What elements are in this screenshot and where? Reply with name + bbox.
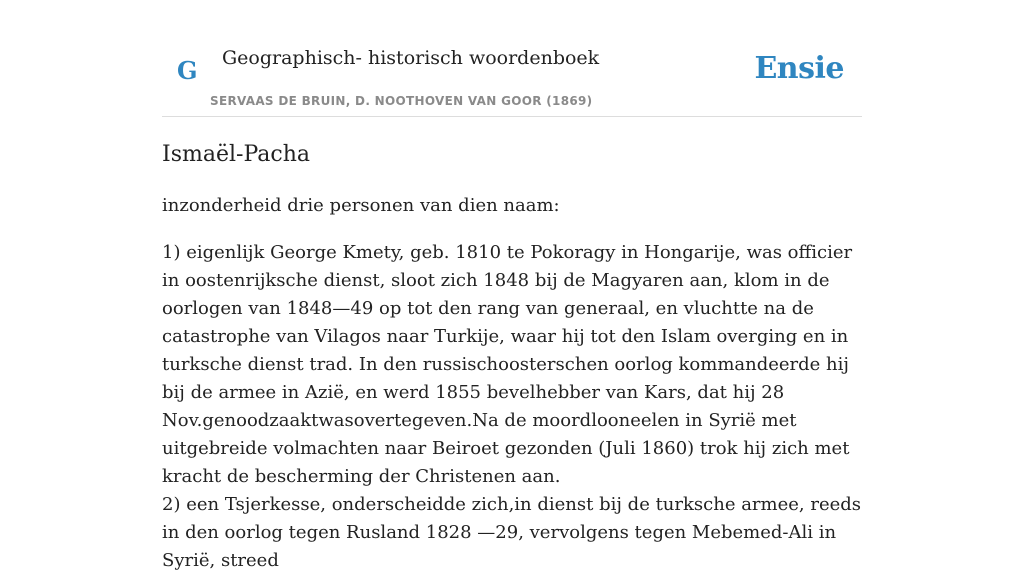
book-logo-icon[interactable]: G bbox=[177, 56, 198, 85]
header bbox=[162, 0, 862, 117]
entry-intro: inzonderheid drie personen van dien naam: bbox=[162, 195, 560, 216]
entry-title: Ismaël-Pacha bbox=[162, 142, 310, 167]
book-title-link[interactable]: Geographisch- historisch woordenboek bbox=[222, 47, 600, 69]
book-authors: SERVAAS DE BRUIN, D. NOOTHOVEN VAN GOOR (1869) bbox=[210, 94, 593, 108]
entry-content bbox=[162, 192, 862, 575]
ensie-logo[interactable]: Ensie bbox=[754, 51, 844, 86]
entry-paragraph-2: 2) een Tsjerkesse, onderscheidde zich,in dienst bij de turksche armee, reeds in den oorlog tegen Rusland 1828 —29, vervolgens tegen Mebemed-Ali in Syrië, streed bbox=[162, 494, 862, 571]
entry-paragraph-1: 1) eigenlijk George Kmety, geb. 1810 te Pokoragy in Hongarije, was officier in oostenrijksche dienst, sloot zich 1848 bij de Magyaren aan, klom in de oorlogen van 1848—49 op tot den rang van generaal, en vluchtte na de catastrophe van Vilagos naar Turkije, waar hij tot den Islam overging en in turksche dienst trad. In den russischoosterschen oorlog kommandeerde hij bij de armee in Azië, en werd 1855 bevelhebber van Kars, dat hij 28 Nov.genoodzaaktwasovertegeven.Na de moordlooneelen in Syrië met uitgebreide volmachten naar Beiroet gezonden (Juli 1860) trok hij zich met kracht de bescherming der Christenen aan. bbox=[162, 242, 853, 487]
